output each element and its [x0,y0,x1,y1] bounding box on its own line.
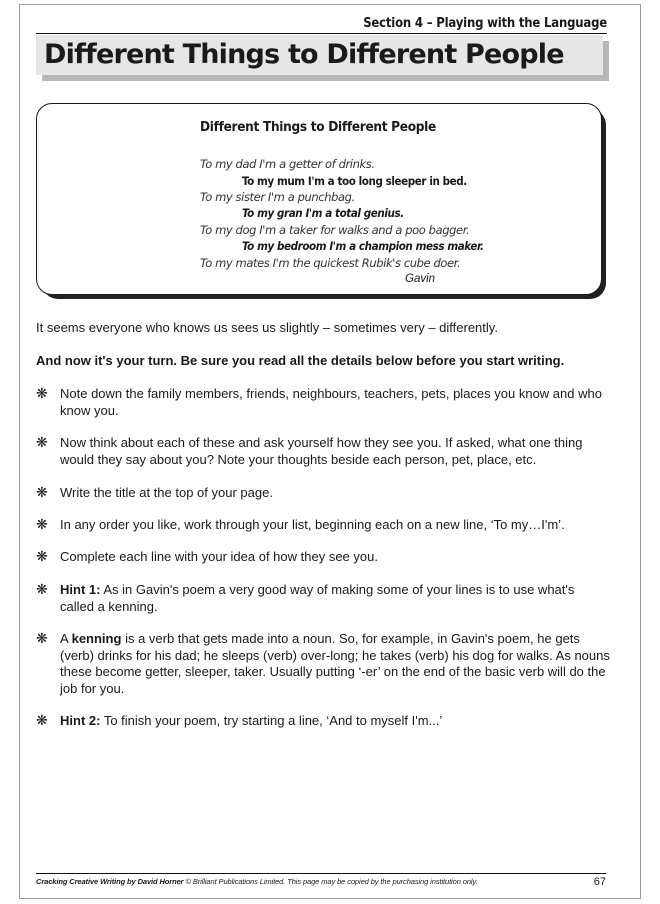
bullet-icon: ❋ [36,434,48,450]
poem-line: To my sister I'm a punchbag. [200,190,355,204]
bullet-text: is a verb that gets made into a noun. So, for example, in Gavin's poem, he gets (verb) drinks for his dad; he sleeps (verb) over-long; he takes (verb) his dog for walks. As nouns these become getter, sleeper, taker. Usually putting ‘-er’ on the end of the basic verb will do the job for you. [60,631,610,696]
poem-title: Different Things to Different People [200,119,436,135]
poem-line: To my mum I'm a too long sleeper in bed. [242,174,467,188]
list-item [36,713,611,730]
bullet-text: In any order you like, work through your list, beginning each on a new line, ‘To my…I'm’. [60,517,565,532]
hint-label: Hint 2: [60,713,101,728]
header-rule [36,33,607,34]
list-item [36,631,611,697]
section-header: Section 4 – Playing with the Language [363,16,607,31]
bullet-lead: A [60,631,68,646]
bullet-icon: ❋ [36,712,48,728]
list-item [36,435,611,468]
footer-book: Cracking Creative Writing by David Horner [36,877,184,886]
bullet-text: As in Gavin's poem a very good way of making some of your lines is to use what's called a kenning. [60,582,575,614]
bullet-icon: ❋ [36,385,48,401]
page-number: 67 [593,876,606,888]
footer-rule [36,873,606,874]
bullet-text: Now think about each of these and ask yourself how they see you. If asked, what one thing would they say about you? Note your thoughts beside each person, pet, place, etc. [60,435,583,467]
bullet-icon: ❋ [36,630,48,646]
poem-line: To my gran I'm a total genius. [242,206,404,220]
list-item [36,485,611,502]
bullet-text: Write the title at the top of your page. [60,485,273,500]
list-item [36,582,611,615]
bullet-text: Complete each line with your idea of how they see you. [60,549,378,564]
poem-line: To my dog I'm a taker for walks and a poo bagger. [200,223,470,237]
bullet-text: To finish your poem, try starting a line, ‘And to myself I'm...’ [103,713,443,728]
poem-line: To my dad I'm a getter of drinks. [200,157,375,171]
footer-copyright: © Brilliant Publications Limited. This page may be copied by the purchasing institution only. [185,877,478,886]
list-item [36,549,611,566]
poem-line: To my mates I'm the quickest Rubik's cube doer. [200,256,461,270]
list-item [36,386,611,419]
kenning-term: kenning [71,631,122,646]
bullet-text: Note down the family members, friends, neighbours, teachers, pets, places you know and who know you. [60,386,602,418]
page-title: Different Things to Different People [44,39,564,70]
footer [36,877,478,886]
list-item [36,517,611,534]
hint-label: Hint 1: [60,582,101,597]
bullet-icon: ❋ [36,516,48,532]
instructions-heading: And now it's your turn. Be sure you read all the details below before you start writing. [36,353,565,368]
bullet-icon: ❋ [36,548,48,564]
poem-line: To my bedroom I'm a champion mess maker. [242,239,484,253]
bullet-icon: ❋ [36,581,48,597]
poem-author: Gavin [405,273,436,285]
intro-text: It seems everyone who knows us sees us slightly – sometimes very – differently. [36,320,498,335]
bullet-icon: ❋ [36,484,48,500]
